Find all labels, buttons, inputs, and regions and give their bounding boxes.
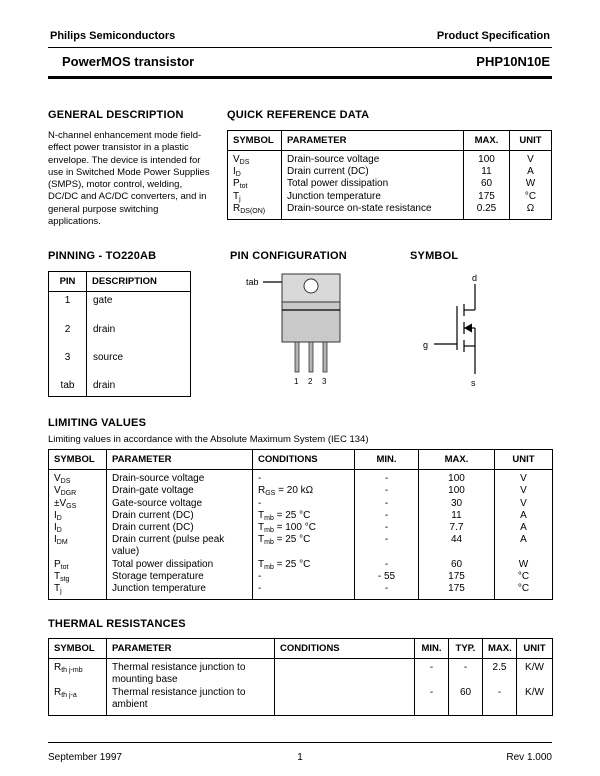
cell-parameter: Drain-source voltage — [282, 151, 464, 167]
cell-parameter: Drain-gate voltage — [107, 485, 253, 497]
cell-min: - — [355, 510, 419, 522]
col-unit: UNIT — [510, 131, 552, 151]
footer-revision: Rev 1.000 — [506, 752, 552, 763]
table-header-row — [228, 131, 552, 151]
cell-symbol: $P_{tot}$ — [228, 178, 282, 190]
cell-symbol: $I_D$ — [228, 166, 282, 178]
doc-title: PowerMOS transistor — [62, 54, 195, 69]
cell-parameter: Drain current (DC) — [107, 510, 253, 522]
table-header-row — [49, 639, 553, 659]
cell-conditions: $T_{mb} = 25$ °C — [253, 534, 355, 558]
cell-conditions: - — [253, 470, 355, 486]
cell-conditions: - — [253, 583, 355, 600]
footer-date: September 1997 — [48, 752, 122, 763]
cell-max: 0.25 — [464, 203, 510, 220]
col-parameter: PARAMETER — [282, 131, 464, 151]
footer-page-number: 1 — [297, 752, 303, 763]
cell-min: - — [415, 659, 449, 687]
col-typ: TYP. — [449, 639, 483, 659]
pin-number-label: 3 — [322, 377, 327, 387]
table-row — [49, 510, 553, 522]
cell-pin: 1 — [49, 292, 87, 321]
cell-max: 11 — [419, 510, 495, 522]
table-row — [49, 659, 553, 687]
quick-reference-heading: QUICK REFERENCE DATA — [227, 109, 370, 121]
cell-max: 175 — [419, 583, 495, 600]
col-description: DESCRIPTION — [87, 272, 191, 292]
cell-symbol: $T_j$ — [228, 191, 282, 203]
cell-conditions: $T_{mb} = 25$ °C — [253, 559, 355, 571]
cell-conditions: - — [253, 498, 355, 510]
cell-description: gate — [87, 292, 191, 321]
cell-max: 100 — [464, 151, 510, 167]
col-min: MIN. — [415, 639, 449, 659]
cell-description: drain — [87, 321, 191, 349]
cell-parameter: Junction temperature — [282, 191, 464, 203]
cell-max: - — [483, 687, 517, 716]
general-description-body: N-channel enhancement mode field-effect power transistor in a plastic envelope. The device is intended for use in Switched Mode Power Supplies (SMPS), motor control, welding, DC/DC and AC/DC converters, and in general purpose switching applications. — [48, 130, 210, 228]
limiting-values-section — [48, 417, 552, 600]
cell-unit: A — [510, 166, 552, 178]
thermal-resistances-table — [48, 638, 553, 716]
table-row — [49, 349, 191, 377]
cell-symbol: $\pm V_{GS}$ — [49, 498, 107, 510]
cell-max: 100 — [419, 470, 495, 486]
limiting-values-subtitle: Limiting values in accordance with the Absolute Maximum System (IEC 134) — [48, 434, 369, 446]
cell-symbol: $I_{DM}$ — [49, 534, 107, 558]
table-row — [49, 571, 553, 583]
cell-min: - — [355, 534, 419, 558]
pinning-table — [48, 271, 191, 397]
col-parameter: PARAMETER — [107, 639, 275, 659]
cell-description: source — [87, 349, 191, 377]
cell-pin: 3 — [49, 349, 87, 377]
cell-parameter: Thermal resistance junction to mounting base — [107, 659, 275, 687]
cell-unit: °C — [495, 583, 553, 600]
cell-min: - — [355, 559, 419, 571]
cell-symbol: $V_{DS}$ — [228, 151, 282, 167]
table-row — [228, 166, 552, 178]
cell-typ: - — [449, 659, 483, 687]
cell-symbol: $I_D$ — [49, 522, 107, 534]
cell-unit: W — [510, 178, 552, 190]
pin-configuration-section — [230, 250, 394, 397]
cell-conditions — [275, 687, 415, 716]
cell-max: 60 — [464, 178, 510, 190]
cell-unit: W — [495, 559, 553, 571]
table-row — [49, 583, 553, 600]
pin-number-label: 1 — [294, 377, 299, 387]
cell-min: - — [355, 583, 419, 600]
cell-parameter: Drain-source on-state resistance — [282, 203, 464, 220]
table-row — [49, 377, 191, 397]
cell-conditions: $R_{GS} = 20$ kΩ — [253, 485, 355, 497]
mosfet-symbol-drawing — [410, 270, 552, 395]
cell-unit: K/W — [517, 687, 553, 716]
cell-unit: V — [495, 470, 553, 486]
source-terminal-label: s — [471, 378, 476, 389]
cell-min: - — [355, 485, 419, 497]
cell-parameter: Total power dissipation — [107, 559, 253, 571]
table-row — [228, 191, 552, 203]
col-symbol: SYMBOL — [228, 131, 282, 151]
cell-parameter: Thermal resistance junction to ambient — [107, 687, 275, 716]
col-conditions: CONDITIONS — [253, 450, 355, 470]
cell-max: 11 — [464, 166, 510, 178]
table-header-row — [49, 450, 553, 470]
general-description-heading: GENERAL DESCRIPTION — [48, 109, 184, 121]
thermal-resistances-section — [48, 618, 552, 716]
top-section — [48, 109, 552, 228]
cell-symbol: $T_j$ — [49, 583, 107, 600]
cell-max: 100 — [419, 485, 495, 497]
masthead — [48, 30, 552, 47]
table-row — [49, 559, 553, 571]
cell-pin: tab — [49, 377, 87, 397]
to220-package-drawing — [230, 270, 394, 395]
title-rule — [48, 76, 552, 79]
pinning-section — [48, 250, 230, 397]
cell-min: - — [355, 470, 419, 486]
cell-min: - — [355, 522, 419, 534]
cell-max: 175 — [464, 191, 510, 203]
cell-min: - — [355, 498, 419, 510]
publisher-name: Philips Semiconductors — [50, 30, 176, 42]
tab-label: tab — [246, 277, 259, 288]
quick-reference-section — [227, 109, 552, 228]
table-row — [228, 178, 552, 190]
cell-max: 175 — [419, 571, 495, 583]
cell-unit: V — [495, 485, 553, 497]
cell-min: - 55 — [355, 571, 419, 583]
cell-parameter: Drain current (pulse peak value) — [107, 534, 253, 558]
gate-terminal-label: g — [423, 340, 429, 351]
cell-conditions: $T_{mb} = 100$ °C — [253, 522, 355, 534]
cell-conditions: $T_{mb} = 25$ °C — [253, 510, 355, 522]
part-number: PHP10N10E — [476, 54, 550, 69]
cell-symbol: $R_{th j-a}$ — [49, 687, 107, 716]
quick-reference-table — [227, 130, 552, 220]
cell-pin: 2 — [49, 321, 87, 349]
col-parameter: PARAMETER — [107, 450, 253, 470]
cell-unit: A — [495, 534, 553, 558]
thermal-resistances-heading: THERMAL RESISTANCES — [48, 618, 186, 631]
table-row — [49, 498, 553, 510]
pin-number-label: 2 — [308, 377, 313, 387]
cell-unit: V — [510, 151, 552, 167]
cell-parameter: Gate-source voltage — [107, 498, 253, 510]
symbol-section — [394, 250, 552, 397]
cell-typ: 60 — [449, 687, 483, 716]
cell-parameter: Storage temperature — [107, 571, 253, 583]
drain-terminal-label: d — [472, 273, 478, 284]
col-min: MIN. — [355, 450, 419, 470]
pinning-heading: PINNING - TO220AB — [48, 250, 157, 263]
cell-conditions: - — [253, 571, 355, 583]
cell-max: 2.5 — [483, 659, 517, 687]
table-row — [49, 687, 553, 716]
cell-min: - — [415, 687, 449, 716]
col-symbol: SYMBOL — [49, 450, 107, 470]
cell-symbol: $I_D$ — [49, 510, 107, 522]
cell-max: 60 — [419, 559, 495, 571]
cell-max: 30 — [419, 498, 495, 510]
cell-description: drain — [87, 377, 191, 397]
cell-symbol: $R_{DS(ON)}$ — [228, 203, 282, 220]
col-symbol: SYMBOL — [49, 639, 107, 659]
page-footer — [48, 742, 552, 763]
table-row — [49, 470, 553, 486]
col-max: MAX. — [464, 131, 510, 151]
cell-parameter: Drain current (DC) — [282, 166, 464, 178]
title-bar — [48, 48, 552, 76]
cell-unit: °C — [510, 191, 552, 203]
col-unit: UNIT — [517, 639, 553, 659]
cell-unit: K/W — [517, 659, 553, 687]
table-row — [49, 321, 191, 349]
cell-unit: A — [495, 522, 553, 534]
table-row — [228, 151, 552, 167]
cell-unit: A — [495, 510, 553, 522]
cell-symbol: $P_{tot}$ — [49, 559, 107, 571]
cell-max: 7.7 — [419, 522, 495, 534]
cell-parameter: Junction temperature — [107, 583, 253, 600]
cell-parameter: Drain current (DC) — [107, 522, 253, 534]
limiting-values-heading: LIMITING VALUES — [48, 417, 147, 430]
cell-symbol: $R_{th j-mb}$ — [49, 659, 107, 687]
col-conditions: CONDITIONS — [275, 639, 415, 659]
table-row — [228, 203, 552, 220]
pin-configuration-heading: PIN CONFIGURATION — [230, 250, 347, 263]
cell-unit: V — [495, 498, 553, 510]
col-pin: PIN — [49, 272, 87, 292]
table-row — [49, 292, 191, 321]
table-header-row — [49, 272, 191, 292]
cell-unit: °C — [495, 571, 553, 583]
cell-max: 44 — [419, 534, 495, 558]
document-type: Product Specification — [436, 30, 550, 42]
table-row — [49, 522, 553, 534]
col-max: MAX. — [419, 450, 495, 470]
general-description-section — [48, 109, 213, 228]
symbol-heading: SYMBOL — [410, 250, 459, 263]
col-unit: UNIT — [495, 450, 553, 470]
cell-symbol: $T_{stg}$ — [49, 571, 107, 583]
cell-symbol: $V_{DS}$ — [49, 470, 107, 486]
cell-conditions — [275, 659, 415, 687]
col-max: MAX. — [483, 639, 517, 659]
limiting-values-table — [48, 449, 553, 600]
table-row — [49, 485, 553, 497]
cell-parameter: Drain-source voltage — [107, 470, 253, 486]
mid-section — [48, 250, 552, 397]
cell-parameter: Total power dissipation — [282, 178, 464, 190]
cell-unit: Ω — [510, 203, 552, 220]
table-row — [49, 534, 553, 558]
cell-symbol: $V_{DGR}$ — [49, 485, 107, 497]
